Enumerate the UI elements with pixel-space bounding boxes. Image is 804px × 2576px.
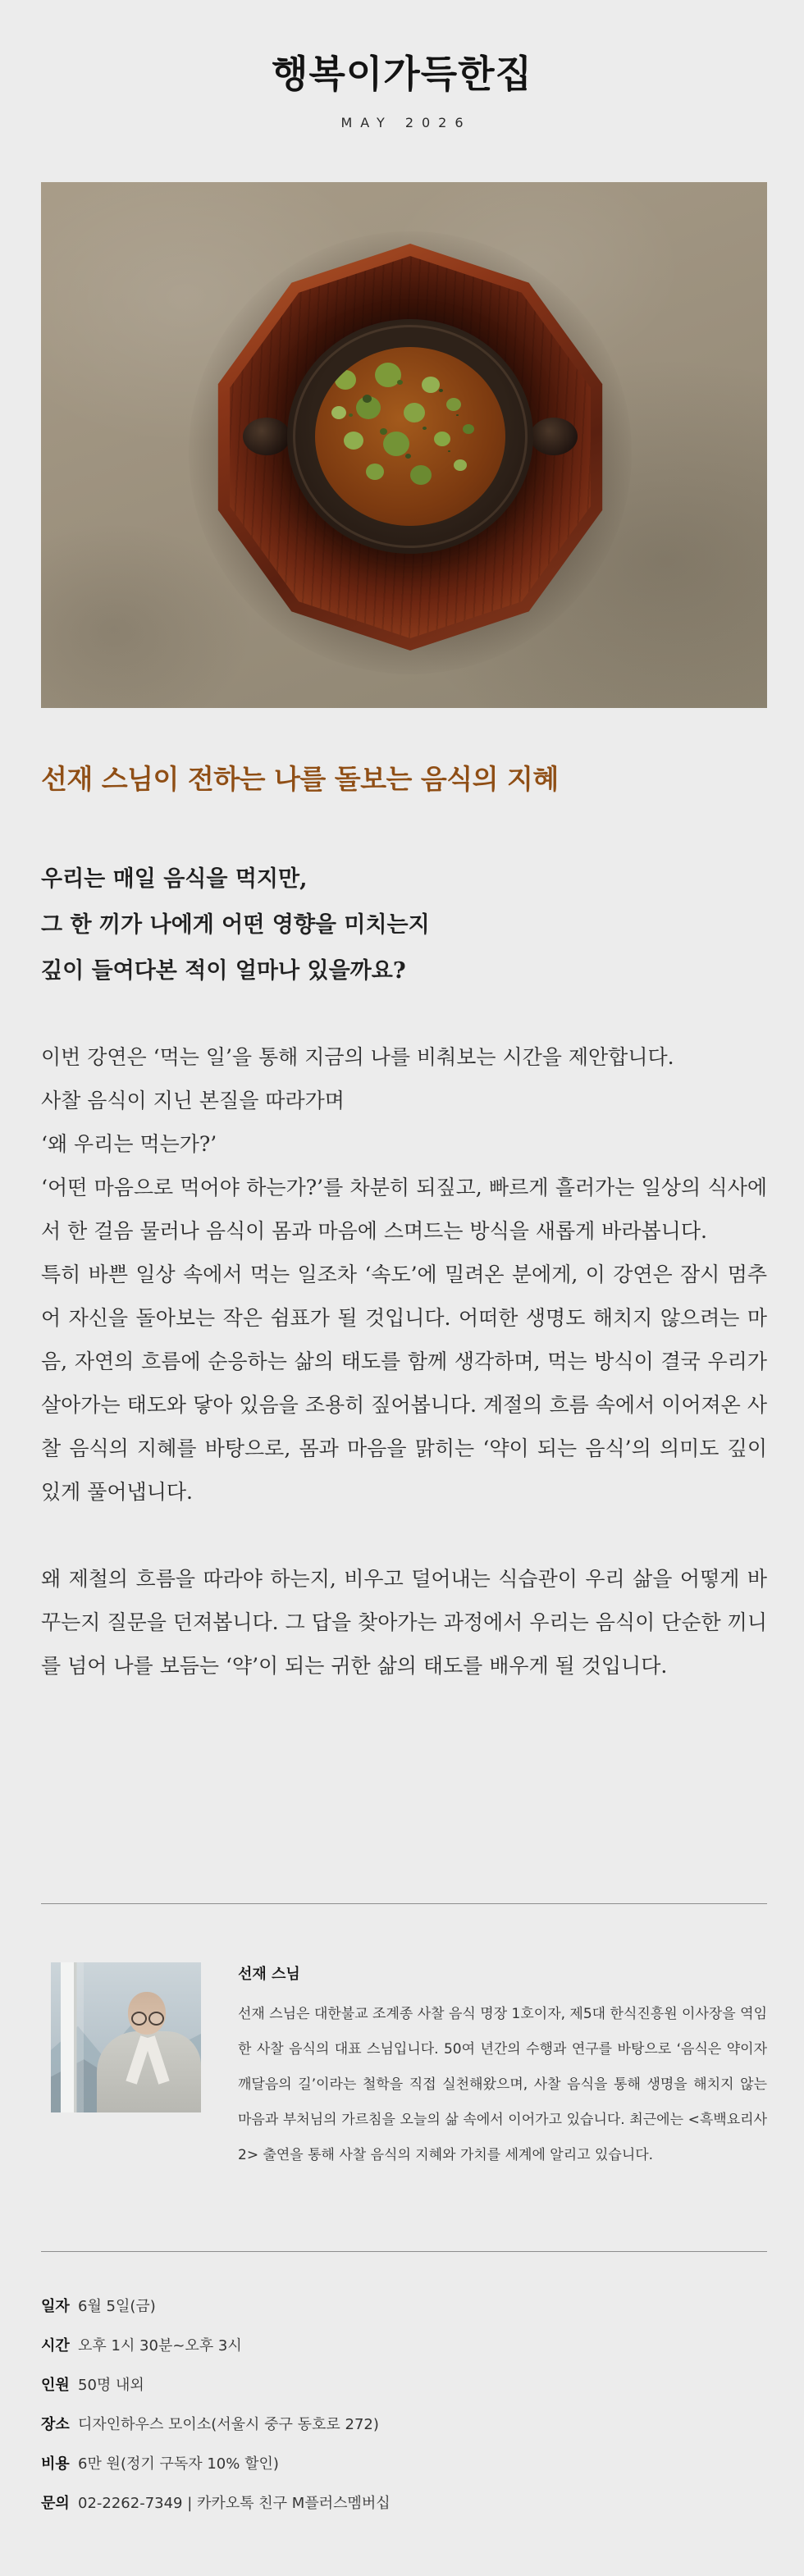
info-label: 비용	[41, 2455, 70, 2473]
info-row-contact	[41, 2482, 767, 2522]
intro-line: 그 한 끼가 나에게 어떤 영향을 미치는지	[41, 912, 430, 938]
magazine-logo: 행복이가득한집	[271, 52, 533, 96]
hero-food-photo	[41, 182, 767, 708]
intro-line: 우리는 매일 음식을 먹지만,	[41, 866, 308, 892]
speaker-photo	[51, 1962, 201, 2112]
speaker-bio-block	[238, 1962, 767, 2173]
body-copy	[41, 1035, 767, 1688]
info-row-fee	[41, 2443, 767, 2482]
info-value: 6월 5일(금)	[78, 2298, 156, 2315]
robe-collar	[144, 2035, 169, 2084]
info-label: 시간	[41, 2337, 70, 2354]
info-value: 6만 원(정기 구독자 10% 할인)	[78, 2455, 279, 2473]
event-info-list	[41, 2286, 767, 2522]
info-row-capacity	[41, 2364, 767, 2404]
speaker-bio: 선재 스님은 대한불교 조계종 사찰 음식 명장 1호이자, 제5대 한식진흥원 이사장을 역임한 사찰 음식의 대표 스님입니다. 50여 년간의 수행과 연구를 바탕으로 ‘음식은 약이자 깨달음의 길’이라는 철학을 직접 실천해왔으며, 사찰 음식을 통해 생명을 해치지 않는 마음과 부처님의 가르침을 오늘의 삶 속에서 이어가고 있습니다. 최근에는 <흑백요리사2> 출연을 통해 사찰 음식의 지혜와 가치를 세계에 알리고 있습니다.	[238, 2006, 767, 2163]
info-value: 디자인하우스 모이소(서울시 중구 동호로 272)	[78, 2416, 379, 2433]
intro-lead	[41, 856, 767, 994]
body-paragraph: ‘어떤 마음으로 먹어야 하는가?’를 차분히 되짚고, 빠르게 흘러가는 일상의 식사에서 한 걸음 물러나 음식이 몸과 마음에 스며드는 방식을 새롭게 바라봅니다.	[41, 1176, 767, 1243]
monk-robe	[97, 2031, 201, 2112]
info-value: 02-2262-7349 | 카카오톡 친구 M플러스멤버십	[78, 2495, 391, 2512]
herb-garnish	[363, 395, 372, 403]
pot-handle-right	[530, 418, 578, 455]
info-label: 문의	[41, 2495, 70, 2512]
speaker-name: 선재 스님	[238, 1966, 300, 1983]
body-paragraph: 왜 제철의 흐름을 따라야 하는지, 비우고 덜어내는 식습관이 우리 삶을 어떻게 바꾸는지 질문을 던져봅니다. 그 답을 찾아가는 과정에서 우리는 음식이 단순한 끼니를 넘어 나를 보듬는 ‘약’이 되는 귀한 삶의 태도를 배우게 될 것입니다.	[41, 1567, 767, 1678]
info-label: 장소	[41, 2416, 70, 2433]
info-label: 인원	[41, 2377, 70, 2394]
info-value: 50명 내외	[78, 2377, 144, 2394]
clay-pot	[287, 319, 533, 554]
info-row-time	[41, 2325, 767, 2364]
issue-date: MAY 2026	[340, 115, 472, 130]
glasses-icon	[148, 2012, 164, 2026]
speaker-profile	[51, 1962, 767, 2173]
body-paragraph: 사찰 음식이 지닌 본질을 따라가며	[41, 1089, 345, 1112]
zucchini-slices	[335, 370, 356, 390]
stew	[315, 347, 505, 526]
monk-face	[128, 1992, 166, 2035]
pot-handle-left	[243, 418, 290, 455]
info-label: 일자	[41, 2298, 70, 2315]
divider	[41, 2251, 767, 2252]
intro-line: 깊이 들여다본 적이 얼마나 있을까요?	[41, 958, 406, 984]
divider	[41, 1903, 767, 1904]
body-paragraph: 이번 강연은 ‘먹는 일’을 통해 지금의 나를 비춰보는 시간을 제안합니다.	[41, 1045, 674, 1069]
info-row-venue	[41, 2404, 767, 2443]
info-value: 오후 1시 30분~오후 3시	[78, 2337, 242, 2354]
body-paragraph: 특히 바쁜 일상 속에서 먹는 일조차 ‘속도’에 밀려온 분에게, 이 강연은 잠시 멈추어 자신을 돌아보는 작은 쉼표가 될 것입니다. 어떠한 생명도 해치지 않으려는 마음, 자연의 흐름에 순응하는 삶의 태도를 함께 생각하며, 먹는 방식이 결국 우리가 살아가는 태도와 닿아 있음을 조용히 짚어봅니다. 계절의 흐름 속에서 이어져온 사찰 음식의 지혜를 바탕으로, 몸과 마음을 맑히는 ‘약이 되는 음식’의 의미도 깊이 있게 풀어냅니다.	[41, 1263, 767, 1504]
body-paragraph: ‘왜 우리는 먹는가?’	[41, 1132, 217, 1156]
info-row-date	[41, 2286, 767, 2325]
page-title: 선재 스님이 전하는 나를 돌보는 음식의 지혜	[41, 763, 559, 795]
glasses-icon	[131, 2012, 147, 2026]
window-frame	[61, 1962, 84, 2112]
